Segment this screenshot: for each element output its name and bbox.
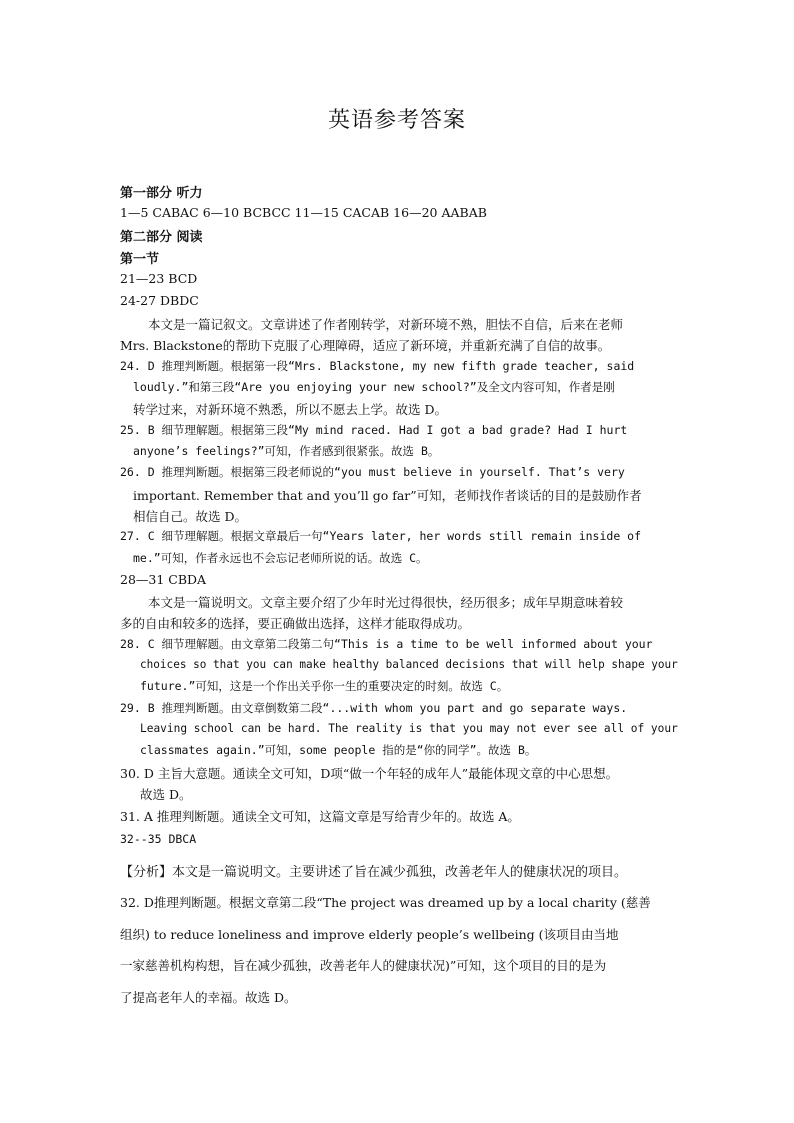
answer-28-line: choices so that you can make healthy balanced decisions that will help shape your bbox=[140, 657, 678, 671]
answer-26-line: important. Remember that and you’ll go far”可知，老师找作者谈话的目的是鼓励作者 bbox=[133, 488, 642, 503]
answer-27-line: me.”可知，作者永远也不会忘记老师所说的话。故选 C。 bbox=[133, 551, 428, 565]
answer-32-line: 一家慈善机构构想，旨在减少孤独，改善老年人的健康状况)”可知，这个项目的目的是为 bbox=[120, 958, 607, 973]
answer-27-line: 27. C 细节理解题。根据文章最后一句“Years later, her words still remain inside of bbox=[120, 529, 642, 543]
answer-29-line: 29. B 推理判断题。由文章倒数第二段“...with whom you part and go separate ways. bbox=[120, 701, 628, 715]
answers-32-35: 32--35 DBCA bbox=[120, 832, 197, 846]
answers-28-31: 28—31 CBDA bbox=[120, 572, 207, 587]
answer-25-line: 25. B 细节理解题。根据第三段“My mind raced. Had I got a bad grade? Had I hurt bbox=[120, 423, 628, 437]
answer-28-line: future.”可知，这是一个作出关乎你一生的重要决定的时刻。故选 C。 bbox=[140, 679, 509, 693]
answer-25-line: anyone’s feelings?”可知，作者感到很紧张。故选 B。 bbox=[133, 444, 440, 458]
passage-b-summary-line: 本文是一篇说明文。文章主要介绍了少年时光过得很快，经历很多；成年早期意味着较 bbox=[148, 595, 624, 610]
answer-24-line: loudly.”和第三段“Are you enjoying your new school?”及全文内容可知，作者是刚 bbox=[133, 380, 615, 394]
answers-21-23: 21—23 BCD bbox=[120, 271, 198, 286]
answer-29-line: Leaving school can be hard. The reality is that you may not ever see all of your bbox=[140, 721, 678, 735]
section1-heading: 第一节 bbox=[120, 252, 160, 267]
answers-24-27: 24-27 DBDC bbox=[120, 293, 199, 308]
passage-c-analysis: 【分析】本文是一篇说明文。主要讲述了旨在减少孤独，改善老年人的健康状况的项目。 bbox=[120, 865, 628, 880]
answer-32-line: 32. D推理判断题。根据文章第二段“The project was dreamed up by a local charity (慈善 bbox=[120, 895, 651, 910]
answer-24-line: 转学过来，对新环境不熟悉，所以不愿去上学。故选 D。 bbox=[133, 402, 447, 417]
answer-32-line: 组织) to reduce loneliness and improve elderly people’s wellbeing (该项目由当地 bbox=[120, 927, 619, 942]
answer-31: 31. A 推理判断题。通读全文可知，这篇文章是写给青少年的。故选 A。 bbox=[120, 809, 520, 824]
answer-29-line: classmates again.”可知，some people 指的是“你的同学”。故选 B。 bbox=[140, 743, 537, 757]
answer-30-line: 30. D 主旨大意题。通读全文可知，D项“做一个年轻的成年人”最能体现文章的中心思想。 bbox=[120, 766, 619, 781]
answer-32-line: 了提高老年人的幸福。故选 D。 bbox=[120, 990, 297, 1005]
passage-a-summary-line: Mrs. Blackstone的帮助下克服了心理障碍，适应了新环境，并重新充满了自信的故事。 bbox=[120, 338, 611, 353]
part1-answers: 1—5 CABAC 6—10 BCBCC 11—15 CACAB 16—20 AABAB bbox=[120, 205, 487, 220]
passage-a-summary-line: 本文是一篇记叙文。文章讲述了作者刚转学，对新环境不熟，胆怯不自信，后来在老师 bbox=[148, 317, 624, 332]
passage-b-summary-line: 多的自由和较多的选择，要正确做出选择，这样才能取得成功。 bbox=[120, 616, 471, 631]
answer-26-line: 26. D 推理判断题。根据第三段老师说的“you must believe in yourself. That’s very bbox=[120, 465, 625, 479]
part1-heading: 第一部分 听力 bbox=[120, 186, 203, 201]
answer-30-line: 故选 D。 bbox=[140, 787, 192, 802]
answer-24-line: 24. D 推理判断题。根据第一段“Mrs. Blackstone, my new fifth grade teacher, said bbox=[120, 359, 635, 373]
answer-26-line: 相信自己。故选 D。 bbox=[133, 509, 247, 524]
page-title: 英语参考答案 bbox=[327, 108, 466, 133]
answer-28-line: 28. C 细节理解题。由文章第二段第二句“This is a time to be well informed about your bbox=[120, 637, 653, 651]
part2-heading: 第二部分 阅读 bbox=[120, 230, 203, 245]
